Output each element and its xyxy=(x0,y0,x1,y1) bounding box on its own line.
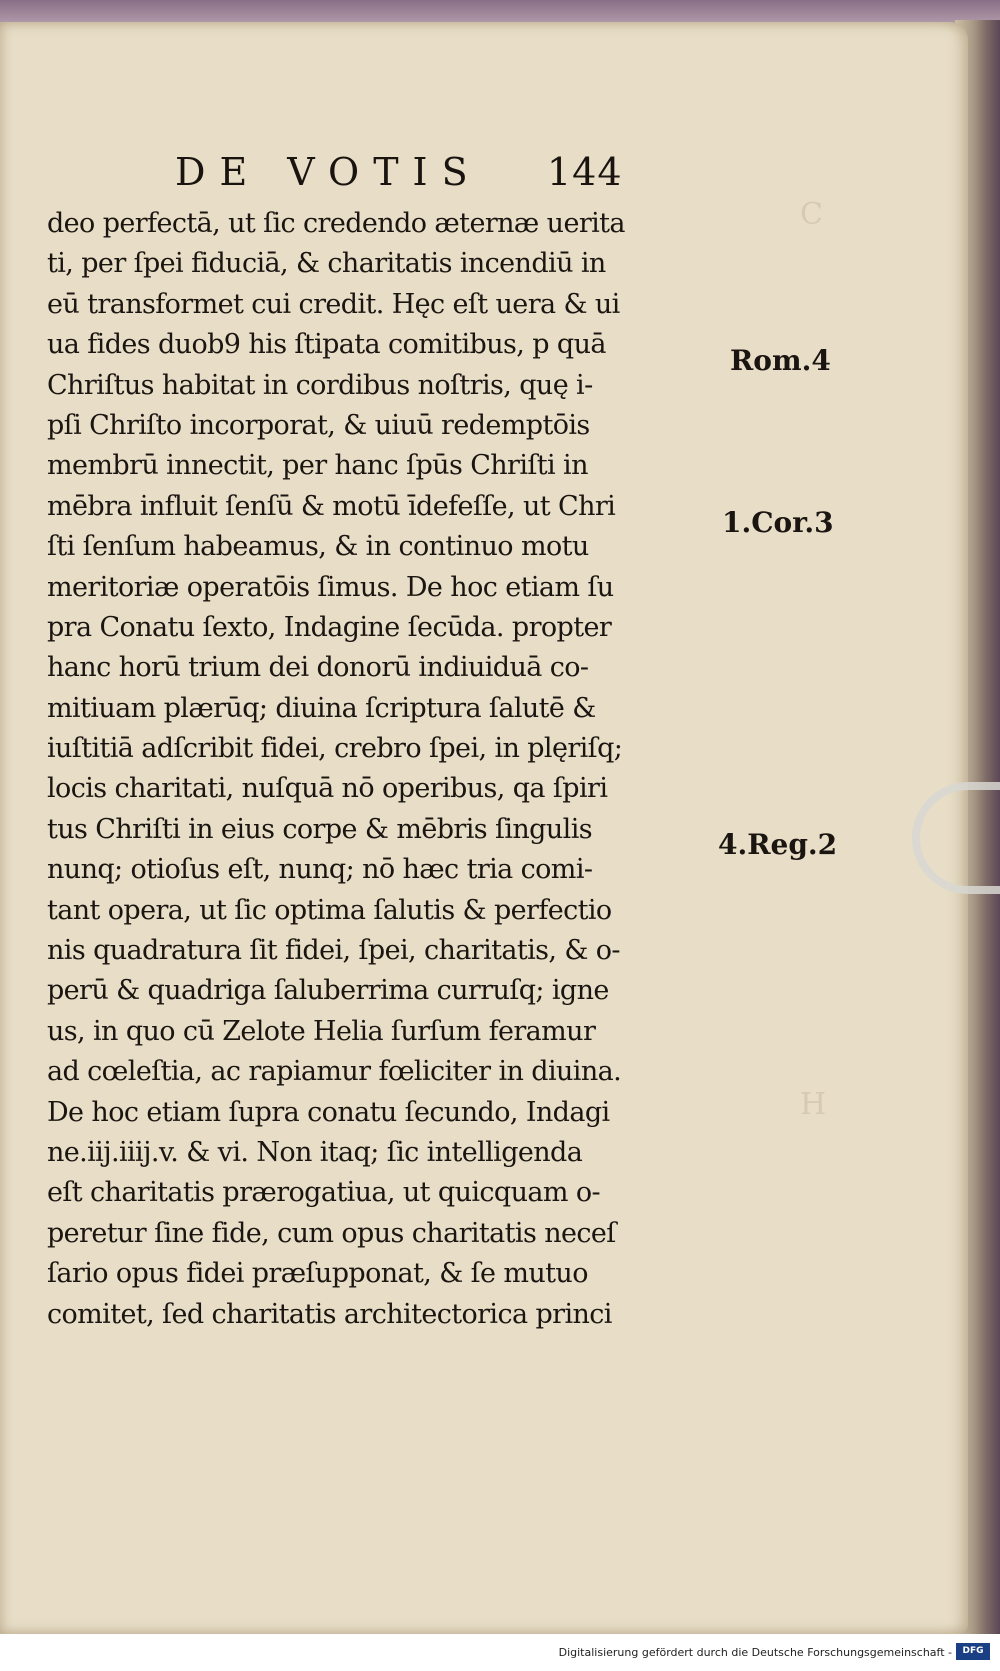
text-line: eū transformet cui credit. Hęc eſt uera & ui xyxy=(47,288,620,320)
text-line: ſario opus fidei præſupponat, & ſe mutuo xyxy=(47,1258,588,1290)
text-line: locis charitati, nuſquā nō operibus, qa ſpiri xyxy=(47,773,608,805)
text-line: mitiuam plærūq; diuina ſcriptura ſalutē & xyxy=(47,692,596,724)
text-line: eſt charitatis prærogatiua, ut quicquam o- xyxy=(47,1177,601,1209)
text-line: pſi Chriſto incorporat, & uiuū redemptōis xyxy=(47,409,590,441)
text-line: mēbra influit ſenſū & motū īdefeſſe, ut Chri xyxy=(47,490,616,522)
running-header xyxy=(175,150,655,200)
text-line: membrū innectit, per hanc ſpūs Chriſti in xyxy=(47,450,588,482)
book-page xyxy=(0,22,968,1634)
text-line: Chriſtus habitat in cordibus noſtris, quę i- xyxy=(47,369,593,401)
text-block xyxy=(47,204,707,1335)
text-line: perū & quadriga ſaluberrima curruſq; igne xyxy=(47,975,609,1007)
text-line: iuſtitiā adſcribit fidei, crebro ſpei, in plęriſq; xyxy=(47,733,623,765)
text-line: comitet, ſed charitatis architectorica princi xyxy=(47,1298,612,1330)
text-line: nunq; otioſus eſt, nunq; nō hæc tria comi- xyxy=(47,854,593,886)
running-head-title: DE VOTIS xyxy=(175,150,482,194)
marginal-reference: 1.Cor.3 xyxy=(722,506,834,539)
bleed-through-shadow: H xyxy=(800,1087,827,1122)
text-line: pra Conatu ſexto, Indagine ſecūda. propter xyxy=(47,611,612,643)
text-line: ne.iij.iiij.v. & vi. Non itaq; ſic intelligenda xyxy=(47,1136,583,1168)
funding-credit: Digitalisierung gefördert durch die Deutsche Forschungsgemeinschaft - xyxy=(558,1646,952,1659)
dfg-logo: DFG xyxy=(956,1643,990,1660)
text-line: De hoc etiam ſupra conatu ſecundo, Indagi xyxy=(47,1096,610,1128)
text-line: hanc horū trium dei donorū indiuiduā co- xyxy=(47,652,589,684)
page-number: 144 xyxy=(547,150,623,194)
marginal-reference: Rom.4 xyxy=(730,344,831,377)
marginal-reference: 4.Reg.2 xyxy=(718,828,838,861)
text-line: ſti ſenſum habeamus, & in continuo motu xyxy=(47,531,589,563)
text-line: tus Chriſti in eius corpe & mēbris ſingulis xyxy=(47,813,592,845)
text-line: ti, per ſpei fiduciā, & charitatis incendiū in xyxy=(47,248,606,280)
text-line: meritoriæ operatōis ſimus. De hoc etiam ſu xyxy=(47,571,614,603)
text-line: ad cœleſtia, ac rapiamur fœliciter in diuina. xyxy=(47,1056,622,1088)
text-line: tant opera, ut ſic optima ſalutis & perfectio xyxy=(47,894,612,926)
text-line: deo perfectā, ut ſic credendo æternæ uerita xyxy=(47,208,625,239)
text-line: us, in quo cū Zelote Helia ſurſum feramur xyxy=(47,1015,596,1047)
bleed-through-shadow: C xyxy=(800,197,823,232)
text-line: ua fides duob9 his ſtipata comitibus, p quā xyxy=(47,329,606,361)
footer-bar xyxy=(0,1634,1000,1671)
text-line: peretur ſine fide, cum opus charitatis neceſ xyxy=(47,1217,616,1249)
text-line: nis quadratura ſit fidei, ſpei, charitatis, & o- xyxy=(47,935,620,967)
